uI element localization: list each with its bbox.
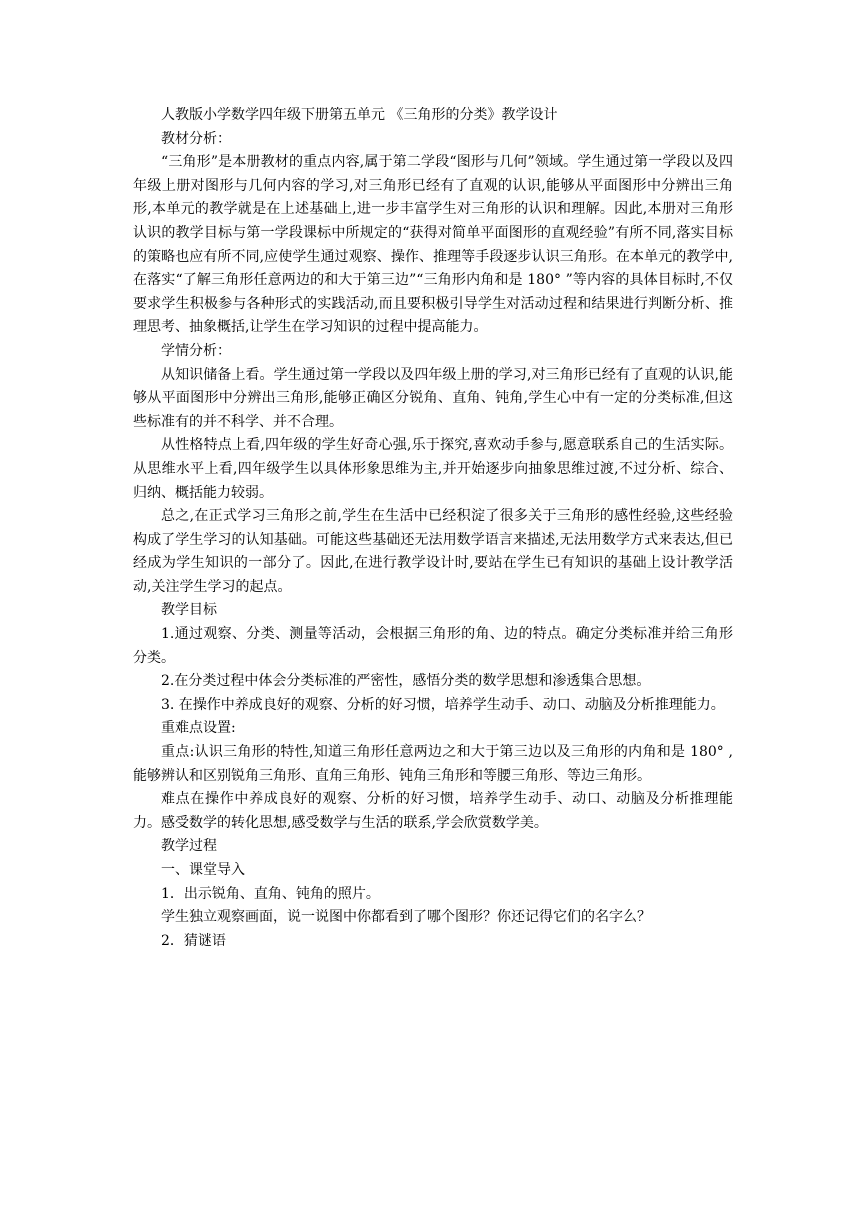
paragraph-textbook-analysis: “三角形”是本册教材的重点内容,属于第二学段“图形与几何”领域。学生通过第一学段以及四年级上册对图形与几何内容的学习,对三角形已经有了直观的认识,能够从平面图形中分辨出三角形,本单元的教学就是在上述基础上,进一步丰富学生对三角形的认识和理解。因此,本册对三角形认识的教学目标与第一学段课标中所规定的“获得对简单平面图形的直观经验”有所不同,落实目标的策略也应有所不同,应使学生通过观察、操作、推理等手段逐步认识三角形。在本单元的教学中,在落实“了解三角形任意两边的和大于第三边”“三角形内角和是 180° ”等内容的具体目标时,不仅要求学生积极参与各种形式的实践活动,而且要积极引导学生对活动过程和结果进行判断分析、推理思考、抽象概括,让学生在学习知识的过程中提高能力。 — [133, 154, 733, 336]
keypoint-difficulty: 难点在操作中养成良好的观察、分析的好习惯，培养学生动手、动口、动脑及分析推理能力。感受数学的转化思想,感受数学与生活的联系,学会欣赏数学美。 — [133, 791, 733, 831]
process-step-1-item-2: 2．猜谜语 — [161, 932, 226, 949]
paragraph-knowledge-reserve: 从知识储备上看。学生通过第一学段以及四年级上册的学习,对三角形已经有了直观的认识,能够从平面图形中分辨出三角形,能够正确区分锐角、直角、钝角,学生心中有一定的分类标准,但这些标准有的并不科学、并不合理。 — [133, 366, 733, 430]
paragraph-personality: 从性格特点上看,四年级的学生好奇心强,乐于探究,喜欢动手参与,愿意联系自己的生活实际。从思维水平上看,四年级学生以具体形象思维为主,并开始逐步向抽象思维过渡,不过分析、综合、归纳、概括能力较弱。 — [133, 437, 733, 501]
document-title: 人教版小学数学四年级下册第五单元 《三角形的分类》教学设计 — [161, 107, 558, 123]
section-heading-goals: 教学目标 — [161, 602, 217, 619]
document-page — [133, 104, 733, 953]
section-heading-keypoints: 重难点设置: — [161, 720, 236, 737]
goal-item-2: 2.在分类过程中体会分类标准的严密性，感悟分类的数学思想和渗透集合思想。 — [161, 673, 651, 690]
paragraph-summary: 总之,在正式学习三角形之前,学生在生活中已经积淀了很多关于三角形的感性经验,这些经验构成了学生学习的认知基础。可能这些基础还无法用数学语言来描述,无法用数学方式来表达,但已经成为学生知识的一部分了。因此,在进行教学设计时,要站在学生已有知识的基础上设计教学活动,关注学生学习的起点。 — [133, 508, 733, 595]
keypoint-focus: 重点:认识三角形的特性,知道三角形任意两边之和大于第三边以及三角形的内角和是 180° ,能够辨认和区别锐角三角形、直角三角形、钝角三角形和等腰三角形、等边三角形。 — [133, 744, 733, 784]
process-step-1-item-1: 1．出示锐角、直角、钝角的照片。 — [161, 885, 380, 902]
process-step-1-item-1-body: 学生独立观察画面，说一说图中你都看到了哪个图形？你还记得它们的名字么？ — [161, 909, 651, 926]
process-step-1-heading: 一、课堂导入 — [161, 862, 245, 878]
section-heading-process: 教学过程 — [161, 838, 217, 855]
section-heading-textbook-analysis: 教材分析： — [161, 130, 231, 147]
goal-item-1: 1.通过观察、分类、测量等活动，会根据三角形的角、边的特点。确定分类标准并给三角形分类。 — [133, 626, 733, 666]
section-heading-learning-analysis: 学情分析： — [161, 342, 231, 359]
goal-item-3: 3. 在操作中养成良好的观察、分析的好习惯，培养学生动手、动口、动脑及分析推理能力。 — [161, 696, 725, 713]
